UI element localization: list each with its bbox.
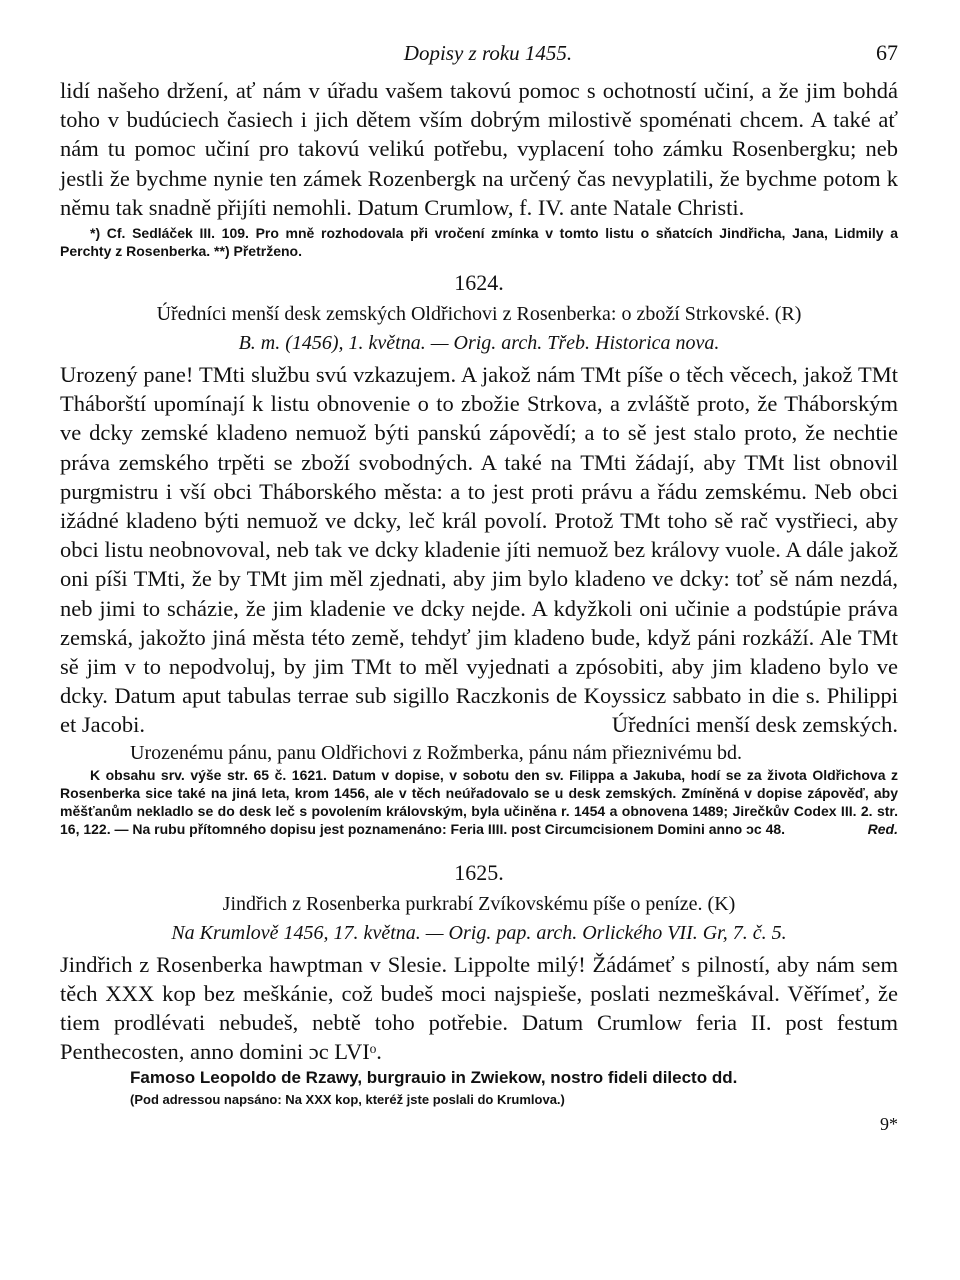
note-1624: [60, 766, 898, 838]
doc-title-1625: Jindřich z Rosenberka purkrabí Zvíkovskému píše o peníze. (K): [222, 892, 736, 915]
letter-1623-continuation: lidí našeho držení, ať nám v úřadu vašem takovú pomoc s ochotností učiní, a že jim bohdá toho v budúciech časiech i jich dětem vším dobrým milostivě spoménati chcem. A také ať nám tu pomoc učiní pro takovú velikú potřebu, vyplacení toho zámku Rosenbergku; neb jestli že bychme nynie ten zámek Rozenbergk na určený čas nevyplatili, že bychme potom k němu tak snadně přijíti nemohli. Datum Crumlow, f. IV. ante Natale Christi.: [60, 78, 898, 220]
footnote-1623: *) Cf. Sedláček III. 109. Pro mně rozhodovala při vročení zmínka v tomto listu o sňatcích Jindřicha, Jana, Lidmily a Perchty z Rosenberka. **) Přetrženo.: [60, 225, 898, 260]
letter-1624-body: Urozený pane! TMti službu svú vzkazujem. A jakož nám TMt píše o těch věcech, jakož TMt Tháborští upomínají k listu obnovenie o to zbožie Strkova, a zvláště proto, že Tháborským ve dcky zemské kladeno nemuož býti panskú zápovědí; a to sě jest stalo proto, že nechtie práva zemského trpěti se zboží svobodných. A také na TMti žádají, aby TMt list obnovil purgmistru i vší obci Tháborského města: a to jest proti právu a řádu zemskému. Neb obci ižádné kladeno býti nemuož ve dcky, leč král povolí. Protož TMt toho sě rač vystřieci, aby obci listu neobnovoval, neb tak ve dcky kladenie jíti nemuož bez královy vuole. A dále jakož oni píši TMti, že by TMt jim měl zjednati, aby jim bylo kladeno ve dcky: toť sě nám nezdá, neb jimi to scházie, že jim kladenie ve dcky nejde. A kdyžkoli oni učinie a podstúpie práva zemská, jakožto jiná města této země, tehdyť jim kladeno bude, když páni rozkáží. Ale TMt sě jim v to nepodvoluj, by jim TMt to měl vyjednati a zpósobiti, aby jim kladeno bylo ve dcky. Datum aput tabulas terrae sub sigillo Raczkonis de Koyssicz sabbato in die s. Philippi et Jacobi.: [60, 362, 898, 738]
document-page: [60, 40, 898, 1135]
running-title: Dopisy z roku 1455.: [403, 41, 573, 65]
page-number: 67: [876, 40, 898, 65]
letter-1624-signature: Úředníci menší desk zemských.: [611, 712, 898, 738]
doc-title-1624: Úředníci menší desk zemských Oldřichovi z Rosenberka: o zboží Strkovské. (R): [156, 303, 802, 326]
letter-1625-address: Famoso Leopoldo de Rzawy, burgrauio in Zwiekow, nostro fideli dilecto dd.: [130, 1068, 738, 1088]
page-header: [60, 40, 898, 76]
doc-source-1625: Na Krumlově 1456, 17. května. — Orig. pap. arch. Orlického VII. Gr, 7. č. 5.: [171, 921, 787, 944]
doc-number-1625: 1625.: [454, 859, 504, 885]
letter-1624-text: [60, 360, 898, 740]
letter-1625-text: Jindřich z Rosenberka hawptman v Slesie. Lippolte milý! Žádámeť s pilností, aby nám sem těch XXX kop bez meškánie, což budeš moci najspieše, poslati nezmeškával. Věřímeť, že tiem prodlévati nebudeš, nebtě toho potřebie. Datum Crumlow feria II. post festum Penthecosten, anno domini ɔc LVIᵒ.: [60, 951, 898, 1065]
note-1624-text: K obsahu srv. výše str. 65 č. 1621. Datum v dopise, v sobotu den sv. Filippa a Jakuba, hodí se za života Oldřichova z Rosenberka sice také na jiná leta, krom 1456, ale v těch neúřadovalo se u desk zemských. Zmíněná v dopise zápověď, aby měšťanům nekladlo se do desk leč s povolením královským, byla učiněna r. 1454 a obnovena 1489; Jirečkův Codex III. 2. str. 16, 122. — Na rubu přítomného dopisu jest poznamenáno: Feria IIII. post Circumcisionem Domini anno ɔc 48.: [60, 766, 898, 837]
note-1624-sign: Red.: [867, 820, 898, 837]
letter-1625-note: (Pod adressou napsáno: Na XXX kop, kteréž jste poslali do Krumlova.): [130, 1092, 565, 1108]
signature-mark: 9*: [880, 1114, 898, 1135]
doc-number-1624: 1624.: [454, 270, 504, 296]
doc-source-1624: B. m. (1456), 1. května. — Orig. arch. Třeb. Historica nova.: [238, 332, 720, 355]
letter-1624-address: Urozenému pánu, panu Oldřichovi z Rožmberka, pánu nám přieznivému bd.: [130, 741, 743, 764]
